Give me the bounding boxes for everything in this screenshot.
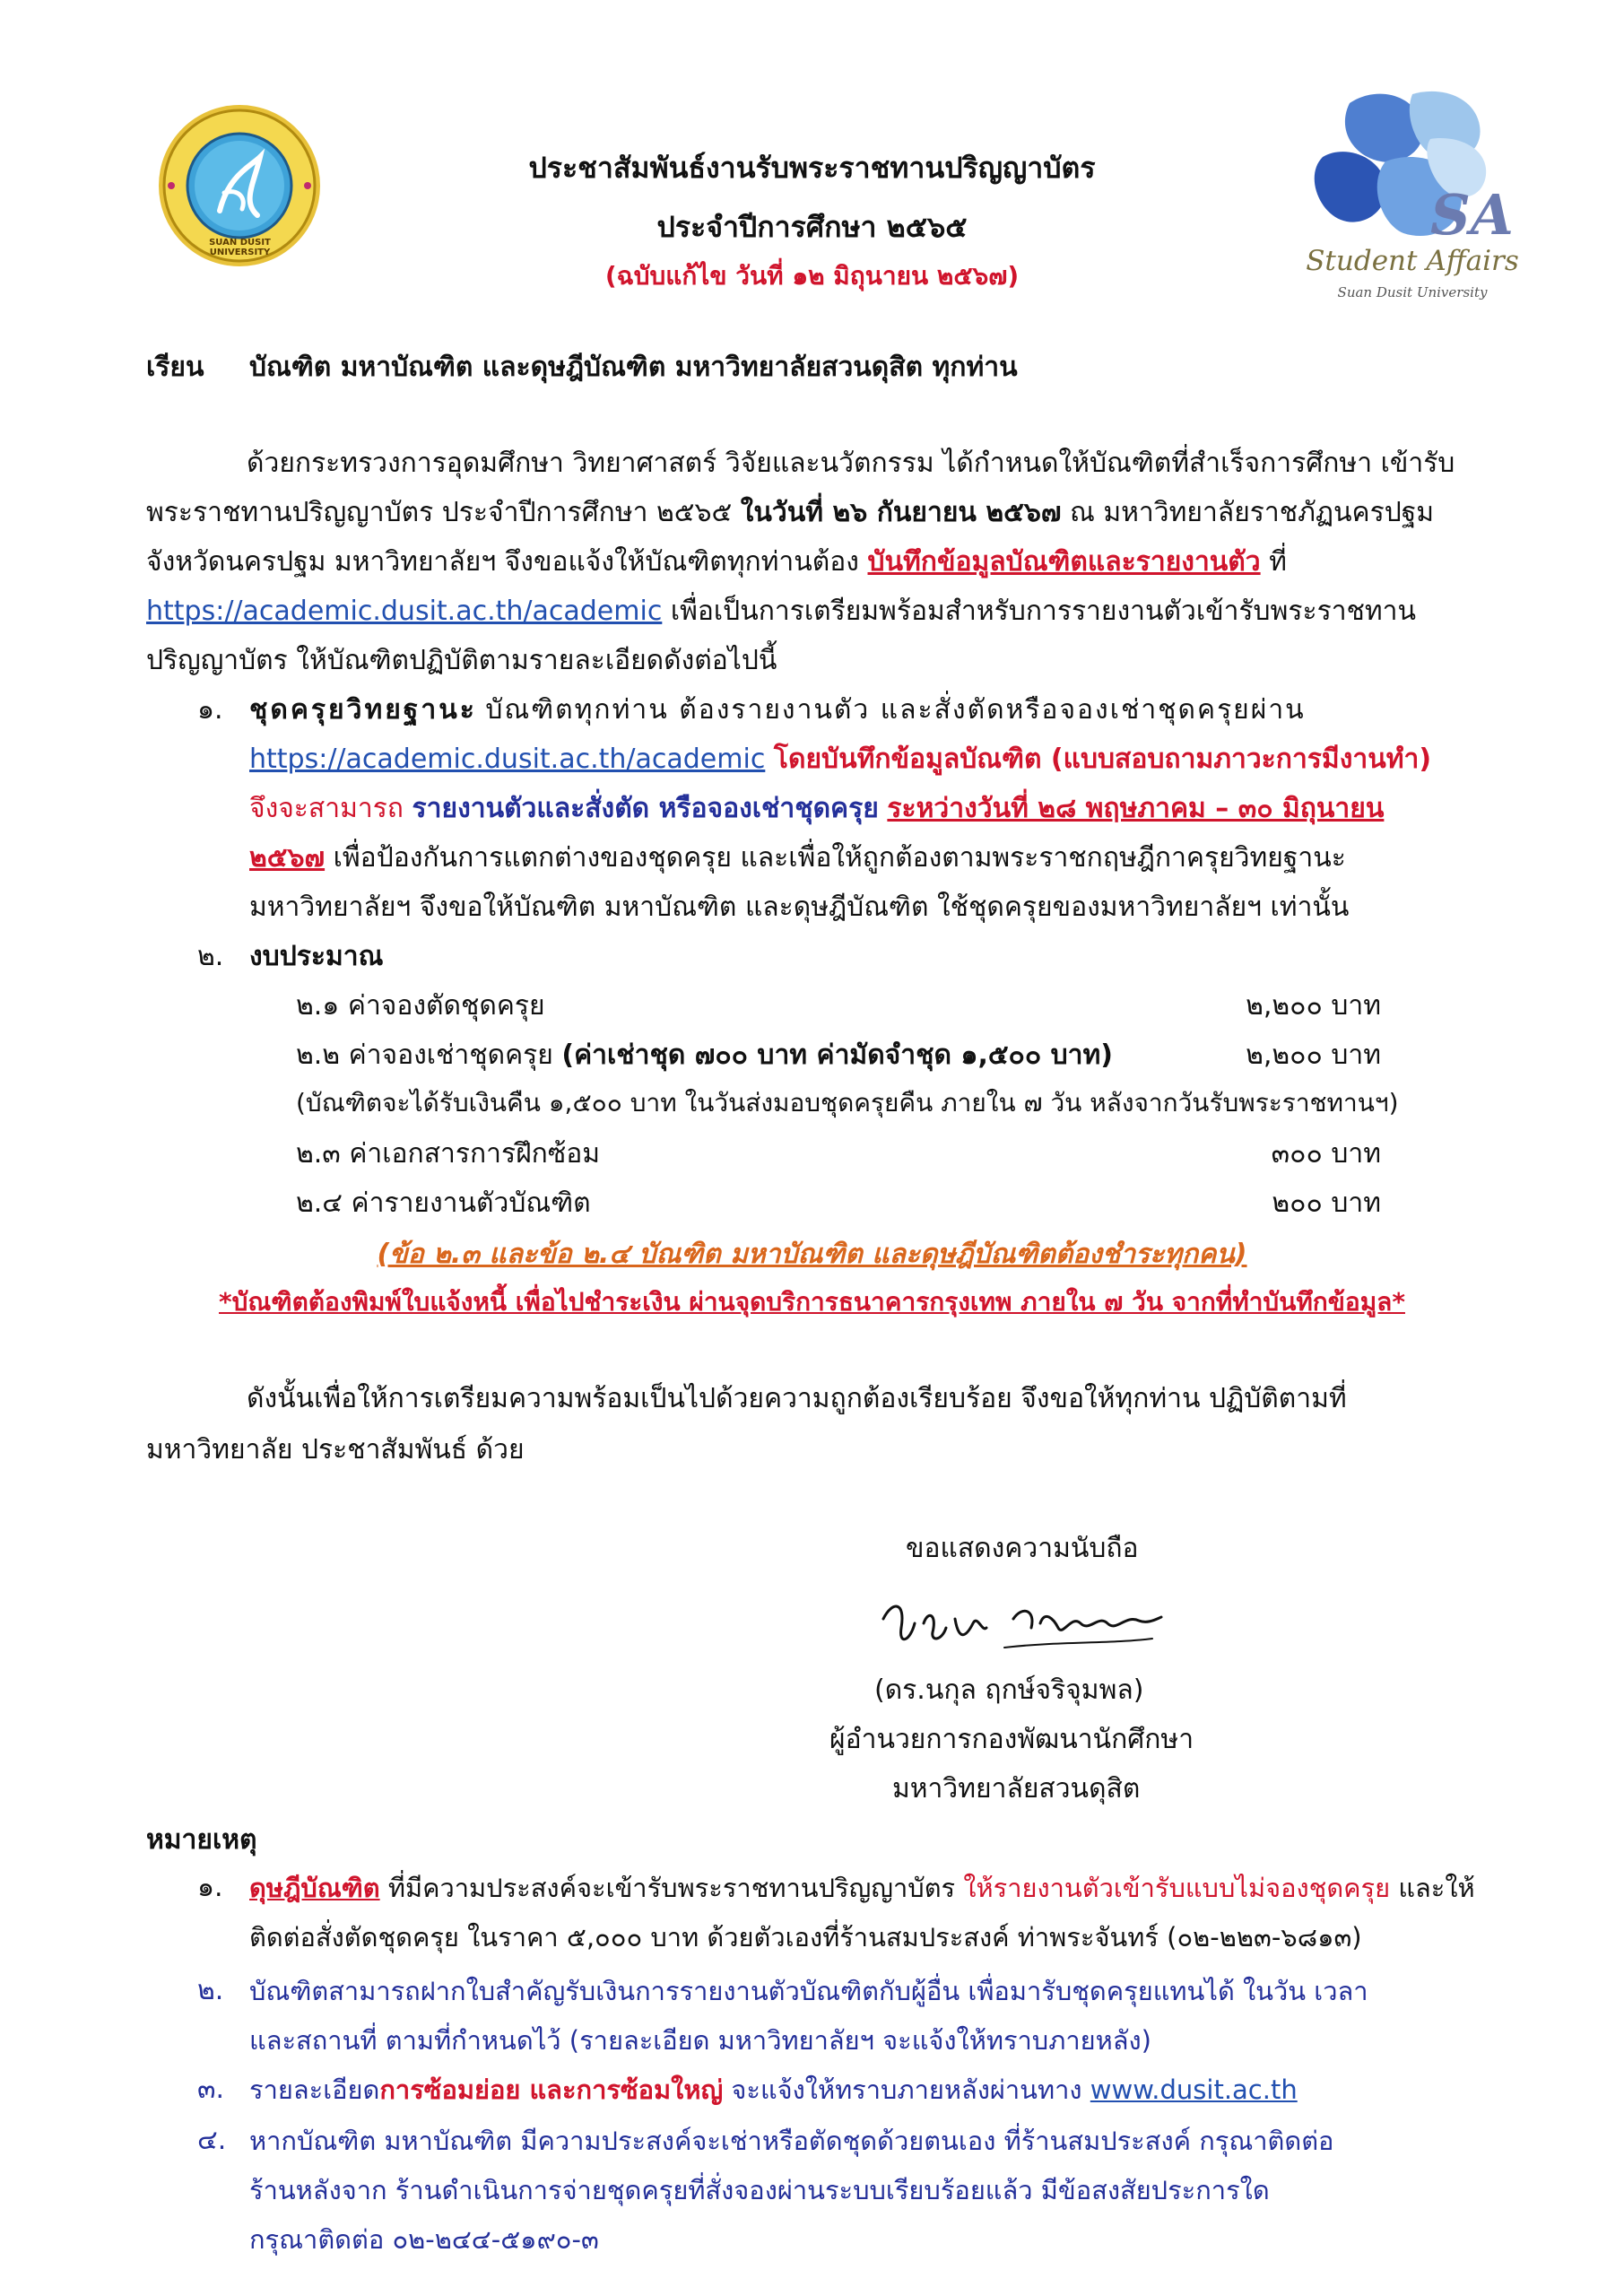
budget-amount: ๒๐๐ บาท xyxy=(1272,1187,1381,1219)
note4-line-1: หากบัณฑิต มหาบัณฑิต มีความประสงค์จะเช่าหรือตัดชุดด้วยตนเอง ที่ร้านสมประสงค์ กรุณาติดต่อ xyxy=(249,2126,1334,2156)
item1-line-2: https://academic.dusit.ac.th/academic โดยบันทึกข้อมูลบัณฑิต (แบบสอบถามภาวะการมีงานทำ) xyxy=(249,744,1432,775)
signatory-name: (ดร.นกุล ฤกษ์จริจุมพล) xyxy=(874,1674,1144,1706)
closing-line-1: ดังนั้นเพื่อให้การเตรียมความพร้อมเป็นไปด้วยความถูกต้องเรียบร้อย จึงขอให้ทุกท่าน ปฏิบัติตามที่ xyxy=(247,1383,1347,1414)
sa-mark: SA xyxy=(1430,182,1514,248)
note1-line-1: ดุษฎีบัณฑิต ที่มีความประสงค์จะเข้ารับพระราชทานปริญญาบัตร ให้รายงานตัวเข้ารับแบบไม่จองชุดครุย และให้ xyxy=(249,1873,1475,1903)
invoice-note: *บัณฑิตต้องพิมพ์ใบแจ้งหนี้ เพื่อไปชำระเงิน ผ่านจุดบริการธนาคารกรุงเทพ ภายใน ๗ วัน จากที่ทำบันทึกข้อมูล* xyxy=(219,1287,1405,1317)
budget-amount: ๓๐๐ บาท xyxy=(1271,1138,1381,1170)
signatory-position: ผู้อำนวยการกองพัฒนานักศึกษา xyxy=(829,1724,1194,1755)
closing-line-2: มหาวิทยาลัย ประชาสัมพันธ์ ด้วย xyxy=(146,1434,525,1465)
regards: ขอแสดงความนับถือ xyxy=(906,1533,1139,1564)
note2-number: ๒. xyxy=(197,1975,224,2006)
item1-line-5: มหาวิทยาลัยฯ จึงขอให้บัณฑิต มหาบัณฑิต และดุษฎีบัณฑิต ใช้ชุดครุยของมหาวิทยาลัยฯ เท่านั้น xyxy=(249,891,1350,923)
budget-row: ๒.๒ ค่าจองเช่าชุดครุย (ค่าเช่าชุด ๗๐๐ บาท ค่ามัดจำชุด ๑,๕๐๐ บาท) xyxy=(296,1039,1113,1071)
academic-link[interactable]: https://academic.dusit.ac.th/academic xyxy=(146,596,663,627)
note1-number: ๑. xyxy=(197,1872,223,1903)
note3-number: ๓. xyxy=(197,2074,225,2105)
handwritten-signature xyxy=(879,1592,1166,1659)
seal-text: SUAN DUSIT UNIVERSITY xyxy=(209,238,271,257)
note1-line-2: ติดต่อสั่งตัดชุดครุย ในราคา ๕,๐๐๐ บาท ด้วยตัวเองที่ร้านสมประสงค์ ท่าพระจันทร์ (๐๒-๒๒๓-๖๘๑๓) xyxy=(249,1922,1362,1952)
note4-line-3: กรุณาติดต่อ ๐๒-๒๔๔-๕๑๙๐-๓ xyxy=(249,2224,599,2255)
intro-line-3: จังหวัดนครปฐม มหาวิทยาลัยฯ จึงขอแจ้งให้บัณฑิตทุกท่านต้อง บันทึกข้อมูลบัณฑิตและรายงานตัว ที่ xyxy=(146,546,1287,578)
intro-line-2: พระราชทานปริญญาบัตร ประจำปีการศึกษา ๒๕๖๕ ในวันที่ ๒๖ กันยายน ๒๕๖๗ ณ มหาวิทยาลัยราชภัฏนครปฐม xyxy=(146,497,1435,528)
note2-line-2: และสถานที่ ตามที่กำหนดไว้ (รายละเอียด มหาวิทยาลัยฯ จะแจ้งให้ทราบภายหลัง) xyxy=(249,2025,1151,2056)
note4-number: ๔. xyxy=(197,2125,227,2156)
budget-row: ๒.๓ ค่าเอกสารการฝึกซ้อม xyxy=(296,1138,600,1170)
budget-amount: ๒,๒๐๐ บาท xyxy=(1246,990,1381,1022)
item2-number: ๒. xyxy=(197,941,224,972)
budget-row: ๒.๔ ค่ารายงานตัวบัณฑิต xyxy=(296,1187,591,1219)
item2-heading: งบประมาณ xyxy=(249,941,384,972)
budget-amount: ๒,๒๐๐ บาท xyxy=(1246,1039,1381,1071)
intro-line-5: ปริญญาบัตร ให้บัณฑิตปฏิบัติตามรายละเอียดดังต่อไปนี้ xyxy=(146,645,777,676)
note4-line-2: ร้านหลังจาก ร้านดำเนินการจ่ายชุดครุยที่สั่งจองผ่านระบบเรียบร้อยแล้ว มีข้อสงสัยประการใด xyxy=(249,2175,1270,2205)
item1-line-4: ๒๕๖๗ เพื่อป้องกันการแตกต่างของชุดครุย และเพื่อให้ถูกต้องตามพระราชกฤษฎีกาครุยวิทยฐานะ xyxy=(249,842,1346,874)
dusit-website-link[interactable]: www.dusit.ac.th xyxy=(1090,2074,1298,2105)
item1-line-3: จึงจะสามารถ รายงานตัวและสั่งตัด หรือจองเช่าชุดครุย ระหว่างวันที่ ๒๘ พฤษภาคม – ๓๐ มิถุนายน xyxy=(249,793,1385,824)
salutation-label: เรียน xyxy=(146,352,204,383)
item1-line-1: ชุดครุยวิทยฐานะ บัณฑิตทุกท่าน ต้องรายงานตัว และสั่งตัดหรือจองเช่าชุดครุยผ่าน xyxy=(249,694,1306,726)
refund-note: (บัณฑิตจะได้รับเงินคืน ๑,๕๐๐ บาท ในวันส่งมอบชุดครุยคืน ภายใน ๗ วัน หลังจากวันรับพระราชทานฯ) xyxy=(296,1088,1399,1118)
notes-title: หมายเหตุ xyxy=(146,1824,257,1856)
student-affairs-name: Student Affairs xyxy=(1306,245,1519,277)
note2-line-1: บัณฑิตสามารถฝากใบสำคัญรับเงินการรายงานตัวบัณฑิตกับผู้อื่น เพื่อมารับชุดครุยแทนได้ ในวัน เวลา xyxy=(249,1976,1368,2006)
item1-academic-link[interactable]: https://academic.dusit.ac.th/academic xyxy=(249,744,766,775)
intro-line-1: ด้วยกระทรวงการอุดมศึกษา วิทยาศาสตร์ วิจัยและนวัตกรรม ได้กำหนดให้บัณฑิตที่สำเร็จการศึกษา เข้ารับ xyxy=(247,448,1455,479)
salutation-to: บัณฑิต มหาบัณฑิต และดุษฎีบัณฑิต มหาวิทยาลัยสวนดุสิต ทุกท่าน xyxy=(249,352,1018,383)
title-line-2: ประจำปีการศึกษา ๒๕๖๕ xyxy=(656,210,968,244)
signatory-org: มหาวิทยาลัยสวนดุสิต xyxy=(892,1773,1141,1805)
title-line-1: ประชาสัมพันธ์งานรับพระราชทานปริญญาบัตร xyxy=(528,151,1096,185)
payment-required-note: (ข้อ ๒.๓ และข้อ ๒.๔ บัณฑิต มหาบัณฑิต และดุษฎีบัณฑิตต้องชำระทุกคน) xyxy=(377,1239,1247,1270)
note3-line: รายละเอียดการซ้อมย่อย และการซ้อมใหญ่ จะแจ้งให้ทราบภายหลังผ่านทาง www.dusit.ac.th xyxy=(249,2074,1298,2105)
budget-row: ๒.๑ ค่าจองตัดชุดครุย xyxy=(296,990,545,1022)
item1-number: ๑. xyxy=(197,694,223,726)
revision-note: (ฉบับแก้ไข วันที่ ๑๒ มิถุนายน ๒๕๖๗) xyxy=(604,261,1020,291)
student-affairs-sub: Suan Dusit University xyxy=(1337,284,1488,300)
intro-line-4: https://academic.dusit.ac.th/academic เพื่อเป็นการเตรียมพร้อมสำหรับการรายงานตัวเข้ารับพระราชทาน xyxy=(146,596,1417,627)
